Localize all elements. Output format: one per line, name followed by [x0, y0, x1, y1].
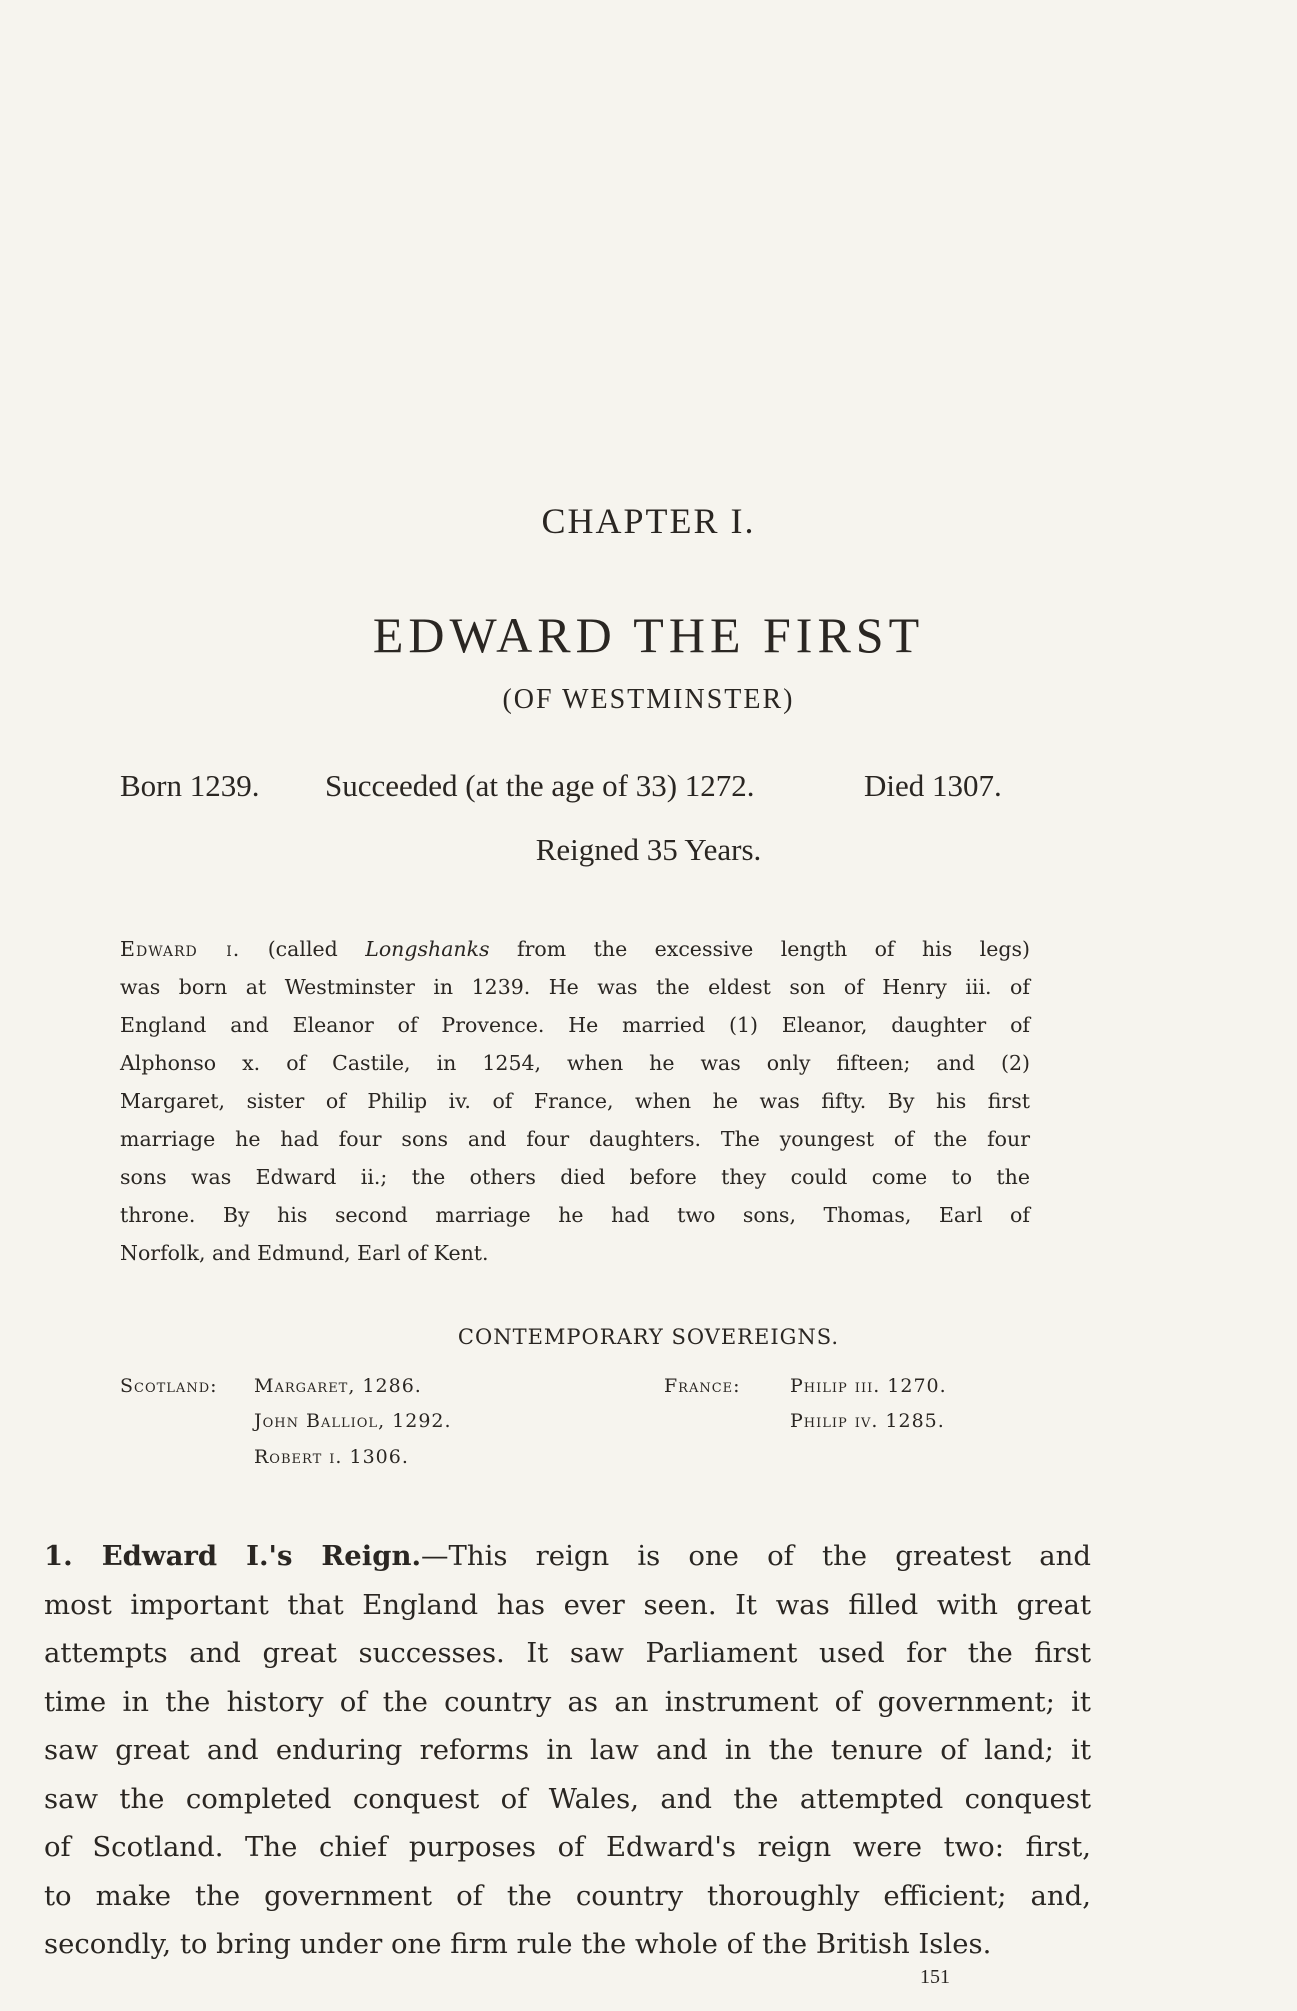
chapter-label: CHAPTER I.: [541, 501, 756, 541]
para-line: secondly, to bring under one firm rule the whole of the British Isles.: [44, 1928, 992, 1960]
bio-line: Edward i. (called Longshanks from the excessive length of his legs): [120, 937, 1030, 961]
france-sovereign: Philip iii. 1270.: [790, 1375, 947, 1397]
para-line: 1. Edward I.'s Reign.—This reign is one of the greatest and: [44, 1540, 1091, 1572]
succeeded-date: Succeeded (at the age of 33) 1272.: [325, 768, 755, 803]
born-date: Born 1239.: [120, 768, 260, 803]
bio-line: Alphonso x. of Castile, in 1254, when he was only fifteen; and (2): [120, 1051, 1030, 1075]
died-date: Died 1307.: [864, 768, 1002, 803]
scotland-sovereign: John Balliol, 1292.: [254, 1410, 452, 1432]
section-heading: 1. Edward I.'s Reign.: [44, 1540, 422, 1572]
bio-line: England and Eleanor of Provence. He married (1) Eleanor, daughter of: [120, 1013, 1030, 1037]
para-line: time in the history of the country as an instrument of government; it: [44, 1685, 1091, 1718]
section-paragraph: [44, 1532, 1091, 1969]
chapter-title: EDWARD THE FIRST: [372, 607, 925, 663]
bio-line: throne. By his second marriage he had two sons, Thomas, Earl of: [120, 1203, 1030, 1227]
contemporary-sovereigns-heading: CONTEMPORARY SOVEREIGNS.: [457, 1325, 840, 1349]
chapter-subtitle: (OF WESTMINSTER): [502, 684, 795, 715]
france-sovereign: Philip iv. 1285.: [790, 1410, 945, 1432]
para-line: attempts and great successes. It saw Parliament used for the first: [44, 1637, 1091, 1669]
scotland-label: Scotland:: [120, 1375, 218, 1397]
scotland-sovereign: Robert i. 1306.: [254, 1446, 409, 1468]
scotland-sovereign: Margaret, 1286.: [254, 1375, 422, 1397]
para-line: saw great and enduring reforms in law and in the tenure of land; it: [44, 1734, 1091, 1766]
para-line: of Scotland. The chief purposes of Edward's reign were two: first,: [44, 1831, 1091, 1863]
bio-line: Norfolk, and Edmund, Earl of Kent.: [120, 1241, 489, 1265]
para-line: to make the government of the country thoroughly efficient; and,: [44, 1879, 1091, 1912]
para-line: most important that England has ever seen. It was filled with great: [44, 1588, 1091, 1621]
nickname: Longshanks: [365, 937, 490, 961]
page-number: 151: [920, 1966, 950, 1988]
bio-line: sons was Edward ii.; the others died before they could come to the: [120, 1165, 1030, 1189]
france-label: France:: [664, 1375, 741, 1397]
bio-line: was born at Westminster in 1239. He was the eldest son of Henry iii. of: [120, 975, 1030, 999]
biography-paragraph: [120, 930, 1030, 1272]
para-line: saw the completed conquest of Wales, and the attempted conquest: [44, 1782, 1091, 1815]
bio-line: Margaret, sister of Philip iv. of France, when he was fifty. By his first: [120, 1089, 1030, 1113]
reign-length: Reigned 35 Years.: [535, 832, 762, 867]
bio-name: Edward i.: [120, 937, 241, 961]
bio-line: marriage he had four sons and four daughters. The youngest of the four: [120, 1127, 1030, 1151]
